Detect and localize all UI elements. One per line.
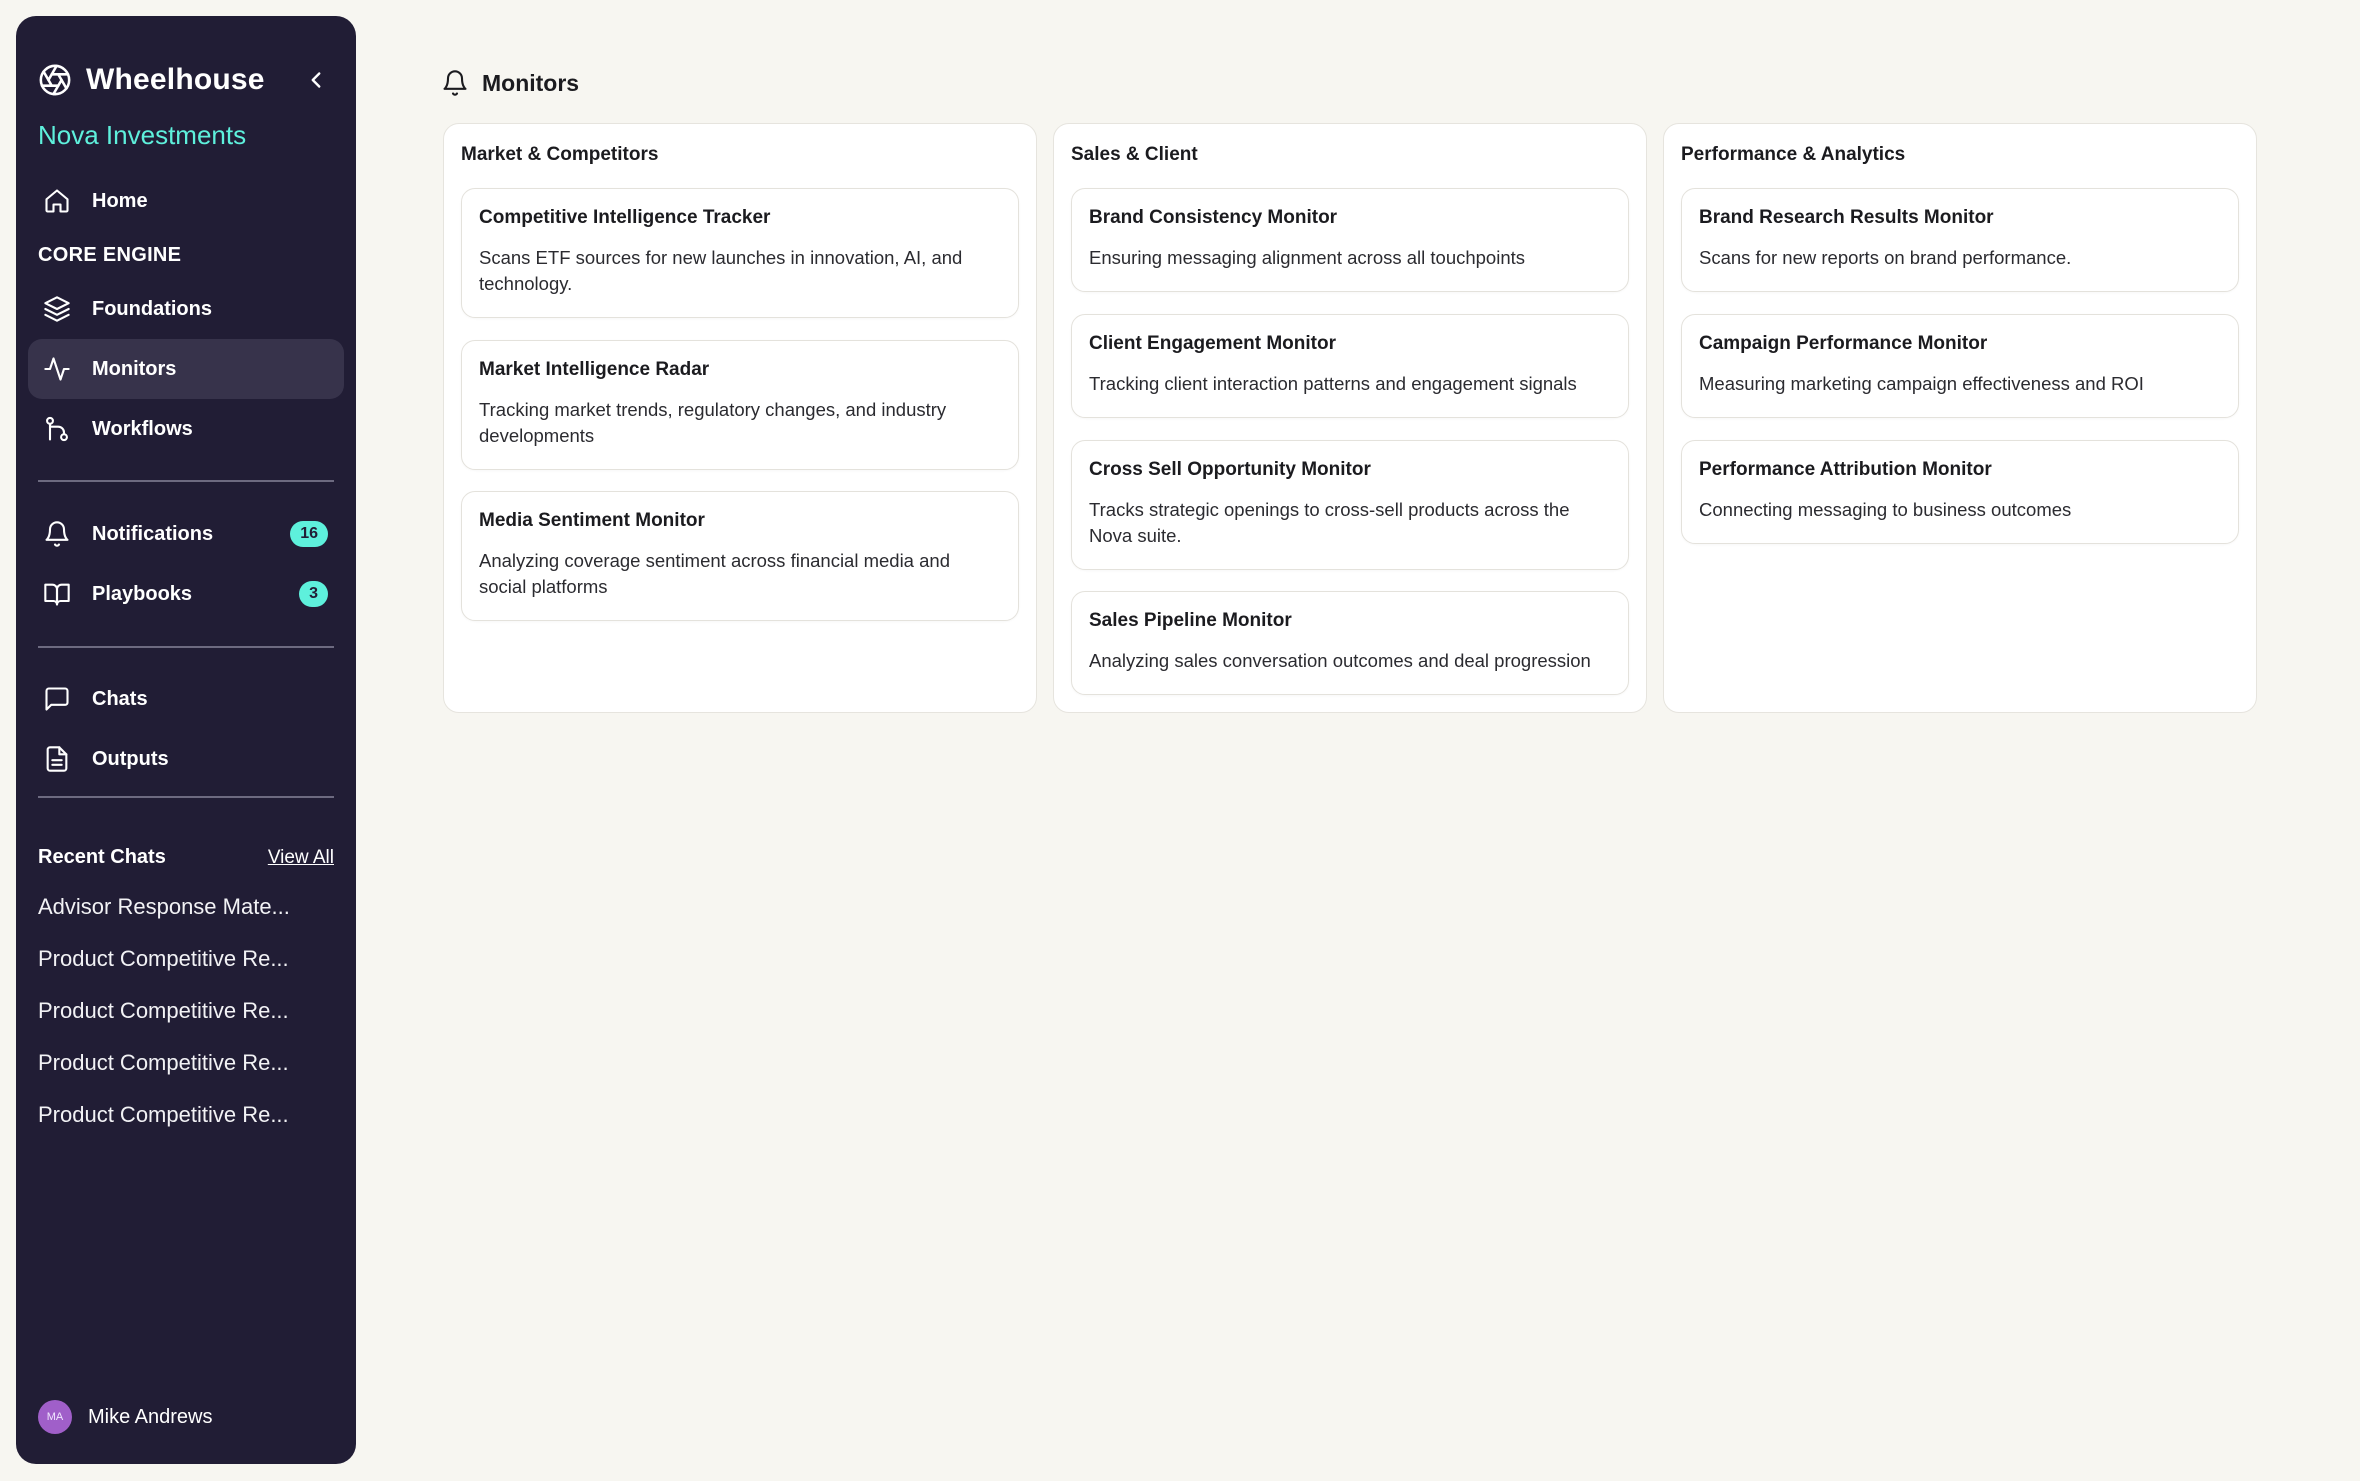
recent-chat-item[interactable]: Product Competitive Re... [38,1050,289,1075]
nav-item-chats[interactable] [28,669,344,729]
layers-icon [42,294,72,324]
monitor-card[interactable] [1071,440,1629,570]
brand-row [38,48,334,112]
monitor-card-title: Cross Sell Opportunity Monitor [1089,459,1371,480]
sidebar [16,16,356,1464]
monitor-card-description: Analyzing sales conversation outcomes and deal progression [1089,650,1591,671]
recent-chats-title: Recent Chats [38,846,166,868]
monitor-column-sales-client [1053,123,1647,713]
recent-chat-item[interactable]: Product Competitive Re... [38,1102,289,1127]
nav-item-outputs[interactable] [28,729,344,789]
monitor-card-title: Brand Consistency Monitor [1089,207,1338,228]
nav-label-chats: Chats [92,687,148,710]
sidebar-divider [38,480,334,482]
brand-name: Wheelhouse [86,63,265,96]
nav-label-foundations: Foundations [92,297,212,320]
bell-icon [440,68,470,98]
monitor-column-market-competitors [443,123,1037,713]
monitor-card-description: Measuring marketing campaign effectiveness and ROI [1699,373,2144,394]
chevron-left-icon [303,67,329,93]
view-all-link[interactable]: View All [267,846,334,868]
monitor-card[interactable] [1681,314,2239,418]
sidebar-divider [38,796,334,798]
recent-chat-item[interactable]: Product Competitive Re... [38,998,289,1023]
monitor-card-description: Scans for new reports on brand performance. [1699,247,2072,268]
monitor-card-title: Media Sentiment Monitor [479,510,705,531]
monitor-card[interactable] [1681,188,2239,292]
monitor-card-description: Tracks strategic openings to cross-sell products across the Nova suite. [1089,499,1570,546]
nav-item-foundations[interactable] [28,279,344,339]
monitor-card-description: Scans ETF sources for new launches in innovation, AI, and technology. [479,247,963,294]
column-title: Market & Competitors [461,144,659,165]
nav-label-playbooks: Playbooks [92,582,193,605]
monitor-card-description: Tracking market trends, regulatory changes, and industry developments [479,399,947,446]
nav-item-playbooks[interactable] [28,564,344,624]
nav-label-notifications: Notifications [92,522,214,545]
monitor-card-description: Tracking client interaction patterns and engagement signals [1089,373,1577,394]
nav-item-home[interactable] [28,171,344,231]
recent-chat-item[interactable]: Advisor Response Mate... [38,894,290,919]
org-name[interactable]: Nova Investments [38,120,247,150]
monitor-card[interactable] [1681,440,2239,544]
monitor-column-performance-analytics [1663,123,2257,713]
monitor-card-description: Connecting messaging to business outcomes [1699,499,2072,520]
monitor-card-title: Client Engagement Monitor [1089,333,1336,354]
monitor-card-description: Ensuring messaging alignment across all touchpoints [1089,247,1526,268]
page-title: Monitors [482,69,580,96]
activity-icon [42,354,72,384]
home-icon [42,186,72,216]
bell-icon [42,519,72,549]
monitor-card[interactable] [1071,314,1629,418]
monitor-card[interactable] [461,340,1019,470]
monitor-card[interactable] [461,188,1019,318]
section-label-core-engine: CORE ENGINE [38,244,182,266]
nav-item-notifications[interactable] [28,504,344,564]
recent-chats-header [38,846,334,869]
nav-item-monitors[interactable] [28,339,344,399]
sidebar-divider [38,646,334,648]
monitor-card-title: Market Intelligence Radar [479,359,710,380]
file-text-icon [42,744,72,774]
user-profile[interactable] [38,1400,213,1434]
notifications-count-badge: 16 [290,521,328,547]
monitor-card-title: Competitive Intelligence Tracker [479,207,771,228]
playbooks-count-badge: 3 [299,581,328,607]
user-name: Mike Andrews [88,1405,213,1428]
nav-label-workflows: Workflows [92,417,193,440]
monitor-card[interactable] [461,491,1019,621]
monitor-card-title: Campaign Performance Monitor [1699,333,1988,354]
monitor-card-description: Analyzing coverage sentiment across financial media and social platforms [479,550,950,597]
nav-label-outputs: Outputs [92,747,169,770]
book-open-icon [42,579,72,609]
monitor-card[interactable] [1071,591,1629,695]
nav-label-monitors: Monitors [92,357,177,380]
nav-item-workflows[interactable] [28,399,344,459]
message-square-icon [42,684,72,714]
git-branch-icon [42,414,72,444]
avatar: MA [38,1400,72,1434]
recent-chat-item[interactable]: Product Competitive Re... [38,946,289,971]
column-title: Sales & Client [1071,144,1198,165]
page-header [440,68,579,98]
monitor-card-title: Brand Research Results Monitor [1699,207,1994,228]
aperture-logo-icon [38,63,72,97]
monitor-card[interactable] [1071,188,1629,292]
monitor-card-title: Sales Pipeline Monitor [1089,610,1292,631]
monitor-card-title: Performance Attribution Monitor [1699,459,1992,480]
nav-label-home: Home [92,189,148,212]
collapse-sidebar-button[interactable] [298,62,334,98]
column-title: Performance & Analytics [1681,144,1906,165]
